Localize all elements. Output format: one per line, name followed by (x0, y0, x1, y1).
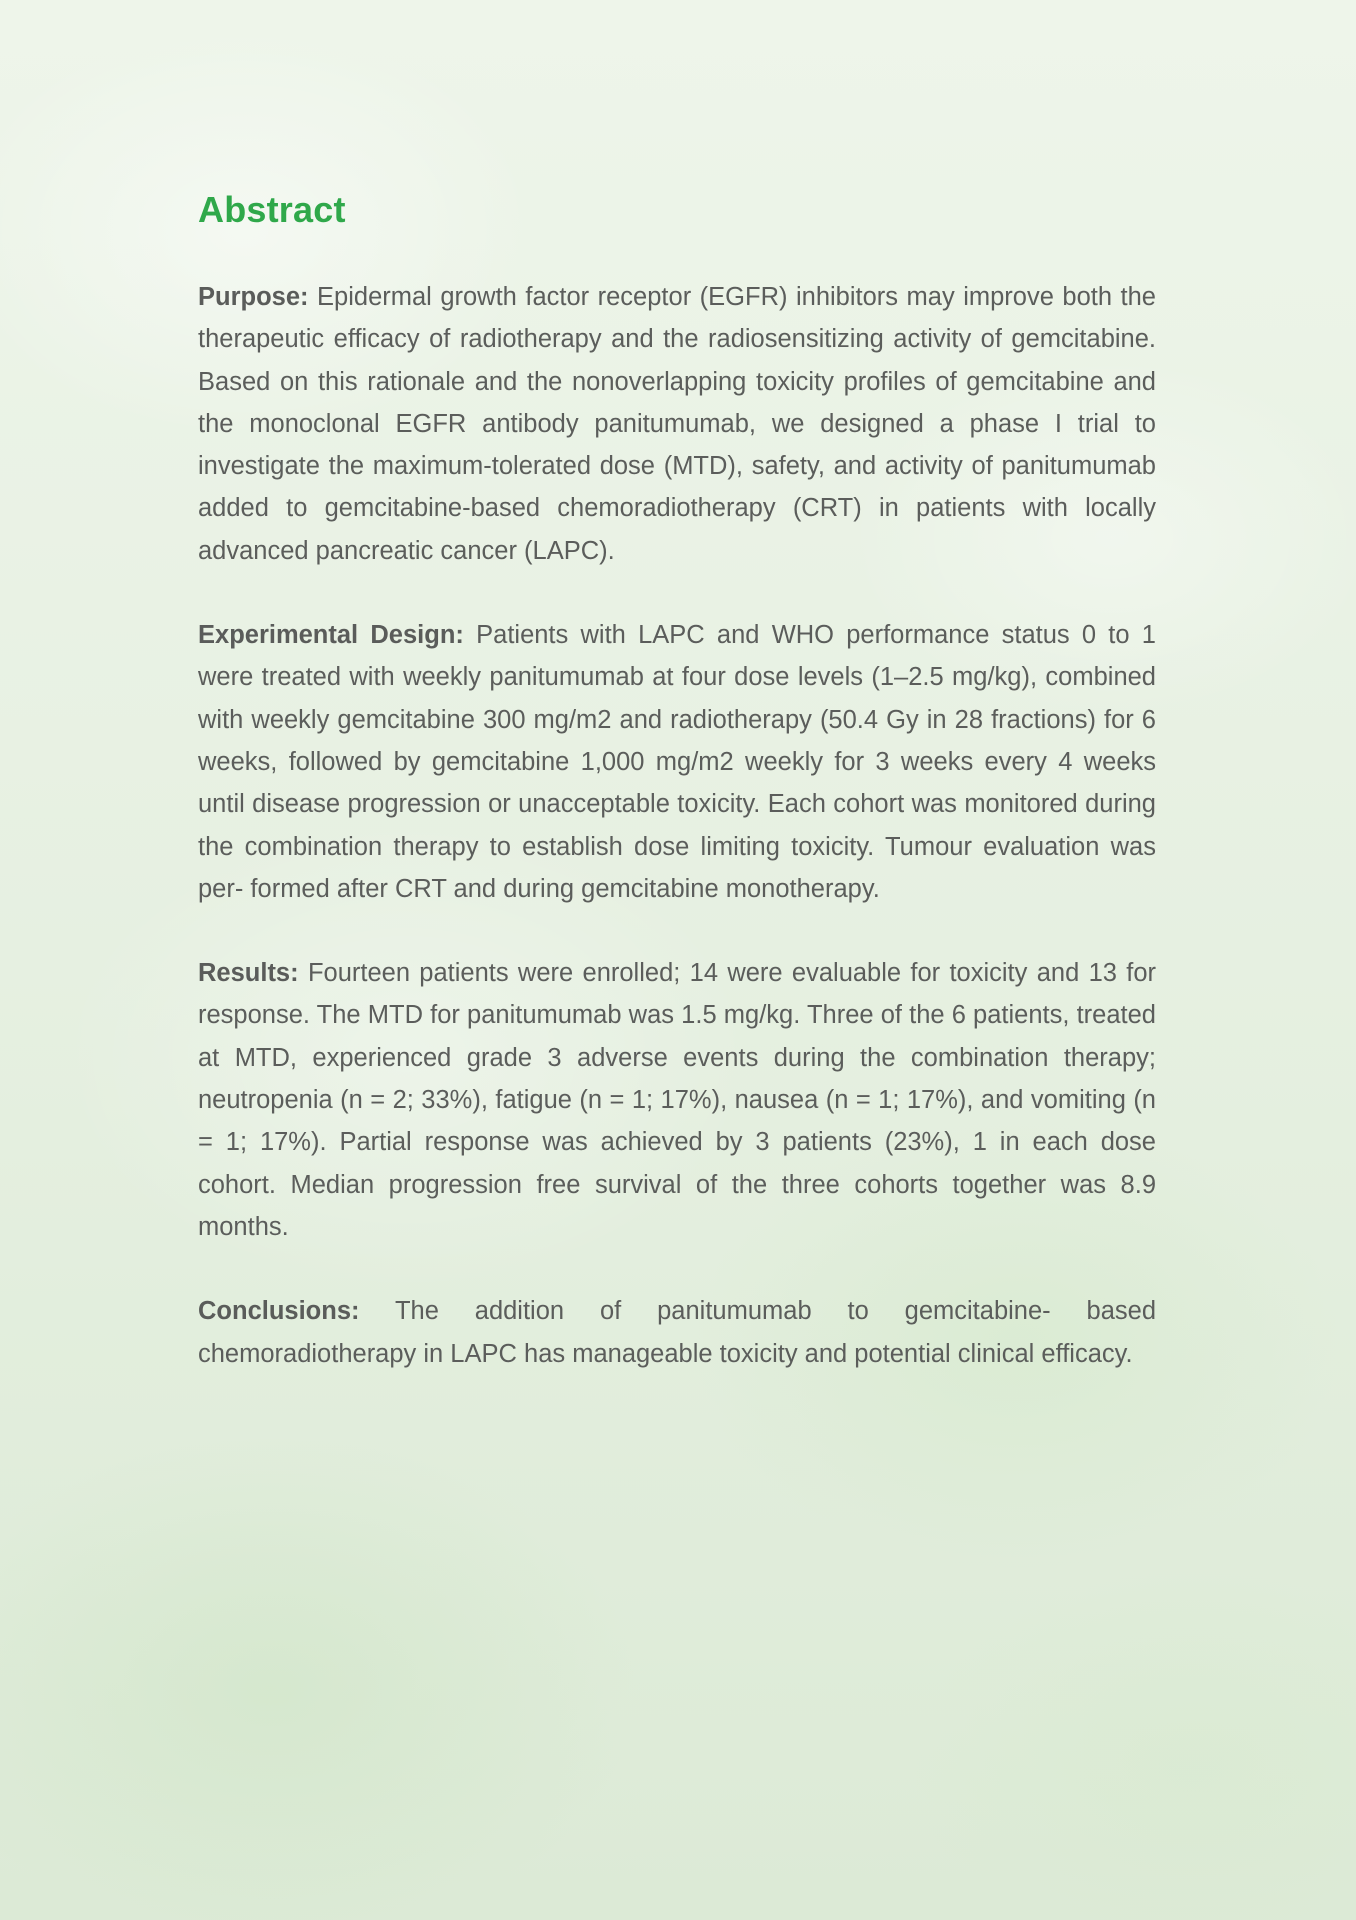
conclusions-paragraph (198, 1290, 1156, 1375)
results-label: Results: (198, 959, 299, 988)
experimental-design-paragraph (198, 614, 1156, 910)
experimental-design-label: Experimental Design: (198, 621, 464, 650)
conclusions-text: The addition of panitumumab to gemcitabine- based chemoradiotherapy in LAPC has manageable toxicity and potential clinical efficacy. (198, 1297, 1156, 1368)
results-text: Fourteen patients were enrolled; 14 were evaluable for toxicity and 13 for response. The MTD for panitumumab was 1.5 mg/kg. Three of the 6 patients, treated at MTD, experienced grade 3 adverse events during the combination therapy; neutropenia (n = 2; 33%), fatigue (n = 1; 17%), nausea (n = 1; 17%), and vomiting (n = 1; 17%). Partial response was achieved by 3 patients (23%), 1 in each dose cohort. Median progression free survival of the three cohorts together was 8.9 months. (198, 959, 1157, 1241)
experimental-design-text: Patients with LAPC and WHO performance status 0 to 1 were treated with weekly panitumumab at four dose levels (1–2.5 mg/kg), combined with weekly gemcitabine 300 mg/m2 and radiotherapy (50.4 Gy in 28 fractions) for 6 weeks, followed by gemcitabine 1,000 mg/m2 weekly for 3 weeks every 4 weeks until disease progression or unacceptable toxicity. Each cohort was monitored during the combination therapy to establish dose limiting toxicity. Tumour evaluation was per- formed after CRT and during gemcitabine monotherapy. (198, 621, 1156, 903)
purpose-paragraph (198, 276, 1156, 572)
purpose-text: Epidermal growth factor receptor (EGFR) inhibitors may improve both the therapeutic efficacy of radiotherapy and the radiosensitizing activity of gemcitabine. Based on this rationale and the nonoverlapping toxicity profiles of gemcitabine and the monoclonal EGFR antibody panitumumab, we designed a phase I trial to investigate the maximum-tolerated dose (MTD), safety, and activity of panitumumab added to gemcitabine-based chemoradiotherapy (CRT) in patients with locally advanced pancreatic cancer (LAPC). (198, 283, 1156, 565)
conclusions-label: Conclusions: (198, 1297, 360, 1326)
purpose-label: Purpose: (198, 283, 309, 311)
results-paragraph (198, 952, 1156, 1248)
abstract-page (198, 188, 1156, 1417)
abstract-heading: Abstract (198, 189, 346, 230)
